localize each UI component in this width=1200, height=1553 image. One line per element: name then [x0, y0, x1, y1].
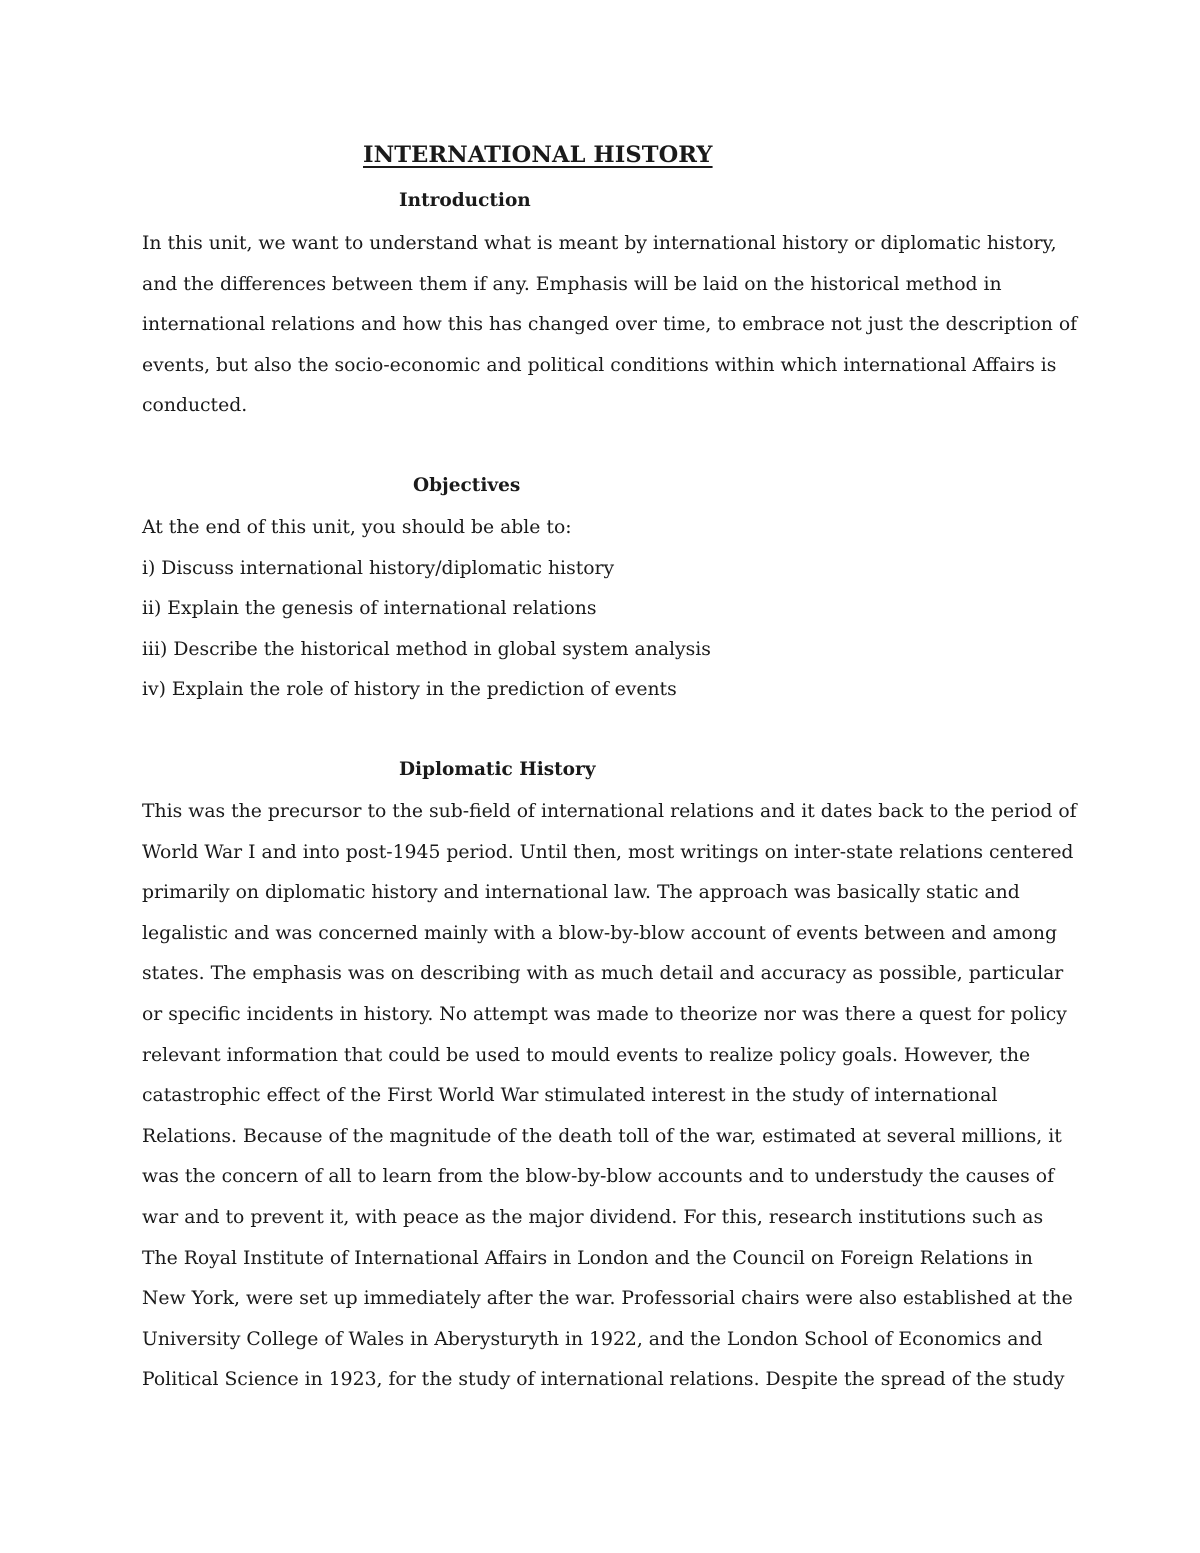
document-title: INTERNATIONAL HISTORY [363, 142, 713, 168]
text-line: In this unit, we want to understand what is meant by international history or diplomatic history, [142, 233, 1057, 254]
text-line: war and to prevent it, with peace as the major dividend. For this, research institutions such as [142, 1206, 1044, 1228]
text-line: New York, were set up immediately after the war. Professorial chairs were also established at the [142, 1288, 1073, 1310]
objective-item: iii) Describe the historical method in global system analysis [142, 638, 711, 660]
text-line: legalistic and was concerned mainly with a blow-by-blow account of events between and among [142, 922, 1057, 944]
text-line: or specific incidents in history. No attempt was made to theorize nor was there a quest for policy [142, 1003, 1067, 1025]
text-line: University College of Wales in Aberysturyth in 1922, and the London School of Economics and [142, 1328, 1043, 1350]
objective-item: iv) Explain the role of history in the prediction of events [142, 679, 677, 701]
objective-item: ii) Explain the genesis of international relations [142, 598, 597, 620]
objective-item: i) Discuss international history/diplomatic history [142, 557, 615, 579]
text-line: conducted. [142, 395, 248, 417]
diplomatic-history-paragraph [142, 792, 1077, 1401]
text-line: Political Science in 1923, for the study of international relations. Despite the spread of the study [142, 1369, 1065, 1391]
introduction-paragraph [142, 224, 1078, 427]
section-heading-introduction: Introduction [399, 190, 531, 211]
text-line: events, but also the socio-economic and political conditions within which international Affairs is [142, 354, 1057, 376]
text-line: and the differences between them if any. Emphasis will be laid on the historical method in [142, 273, 1002, 295]
text-line: The Royal Institute of International Affairs in London and the Council on Foreign Relations in [142, 1247, 1033, 1269]
section-heading-objectives: Objectives [413, 475, 521, 496]
text-line: catastrophic effect of the First World War stimulated interest in the study of international [142, 1085, 998, 1107]
section-heading-diplomatic-history: Diplomatic History [399, 759, 596, 780]
objectives-list [142, 508, 1072, 711]
text-line: Relations. Because of the magnitude of the death toll of the war, estimated at several millions, it [142, 1125, 1062, 1147]
text-line: This was the precursor to the sub-field of international relations and it dates back to the period of [142, 801, 1077, 822]
text-line: primarily on diplomatic history and international law. The approach was basically static and [142, 882, 1020, 904]
text-line: World War I and into post-1945 period. Until then, most writings on inter-state relations centered [142, 841, 1074, 863]
text-line: was the concern of all to learn from the blow-by-blow accounts and to understudy the causes of [142, 1166, 1055, 1188]
objectives-intro-line: At the end of this unit, you should be able to: [142, 517, 572, 538]
text-line: states. The emphasis was on describing with as much detail and accuracy as possible, particular [142, 963, 1064, 985]
text-line: relevant information that could be used to mould events to realize policy goals. However, the [142, 1044, 1031, 1066]
text-line: international relations and how this has changed over time, to embrace not just the description of [142, 314, 1078, 336]
